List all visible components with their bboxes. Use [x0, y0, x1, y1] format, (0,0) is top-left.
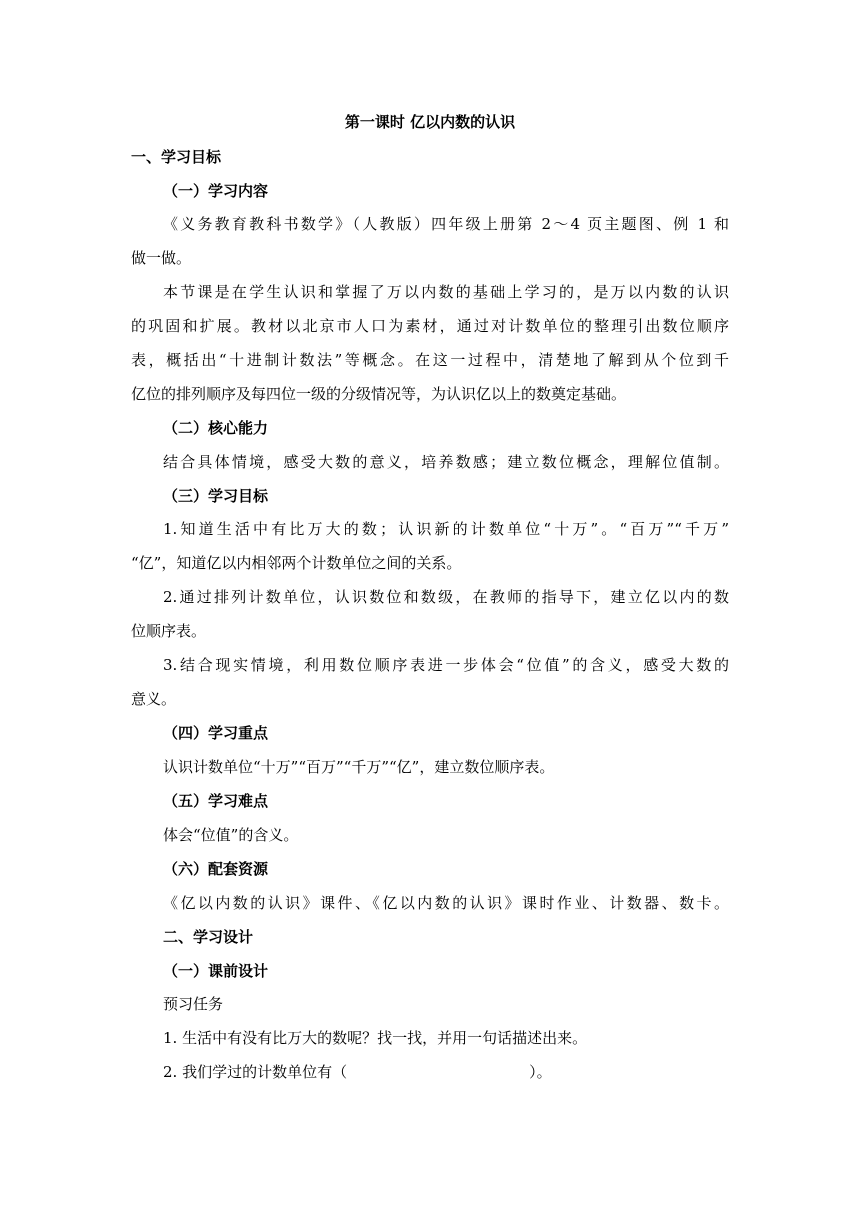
paragraph-line: 的巩固和扩展。教材以北京市人口为素材，通过对计数单位的整理引出数位顺序 — [131, 317, 729, 335]
section-heading-design: 二、学习设计 — [163, 928, 254, 946]
objective-item: 1.知道生活中有比万大的数；认识新的计数单位“十万”。“百万”“千万” — [163, 520, 729, 538]
task-text-end: ）。 — [529, 1063, 552, 1081]
paragraph-line: 做一做。 — [131, 249, 192, 267]
task-item — [0, 1062, 860, 1082]
subheading-objectives: （三）学习目标 — [163, 487, 269, 505]
paragraph-line: 《义务教育教科书数学》（人教版）四年级上册第 2～4 页主题图、例 1 和 — [163, 215, 729, 233]
paragraph-line: 体会“位值”的含义。 — [163, 826, 299, 844]
objective-item: 2.通过排列计数单位，认识数位和数级，在教师的指导下，建立亿以内的数 — [163, 588, 729, 606]
subheading-difficulties: （五）学习难点 — [163, 792, 269, 810]
task-item: 1. 生活中有没有比万大的数呢？找一找，并用一句话描述出来。 — [163, 1029, 588, 1047]
subheading-content: （一）学习内容 — [163, 182, 269, 200]
subheading-ability: （二）核心能力 — [163, 419, 269, 437]
subheading-key-points: （四）学习重点 — [163, 724, 269, 742]
paragraph-line: 表，概括出“十进制计数法”等概念。在这一过程中，清楚地了解到从个位到千 — [131, 351, 729, 369]
section-heading-goals: 一、学习目标 — [131, 148, 222, 166]
subheading-pre-class: （一）课前设计 — [163, 962, 269, 980]
objective-item-cont: 位顺序表。 — [131, 622, 207, 640]
objective-item: 3.结合现实情境，利用数位顺序表进一步体会“位值”的含义，感受大数的 — [163, 656, 729, 674]
page-title: 第一课时 亿以内数的认识 — [344, 113, 516, 131]
task-text: 2. 我们学过的计数单位有（ — [163, 1063, 348, 1081]
objective-item-cont: 意义。 — [131, 690, 177, 708]
paragraph-line: 亿位的排列顺序及每四位一级的分级情况等，为认识亿以上的数奠定基础。 — [131, 385, 627, 403]
subheading-resources: （六）配套资源 — [163, 860, 269, 878]
paragraph-line: 结合具体情境，感受大数的意义，培养数感；建立数位概念，理解位值制。 — [163, 453, 729, 471]
paragraph-line: 预习任务 — [163, 995, 224, 1013]
paragraph-line: 《亿以内数的认识》课件、《亿以内数的认识》课时作业、计数器、数卡。 — [163, 894, 729, 912]
paragraph-line: 本节课是在学生认识和掌握了万以内数的基础上学习的，是万以内数的认识 — [163, 283, 729, 301]
objective-item-cont: “亿”，知道亿以内相邻两个计数单位之间的关系。 — [131, 554, 462, 572]
paragraph-line: 认识计数单位“十万”“百万”“千万”“亿”，建立数位顺序表。 — [163, 758, 555, 776]
